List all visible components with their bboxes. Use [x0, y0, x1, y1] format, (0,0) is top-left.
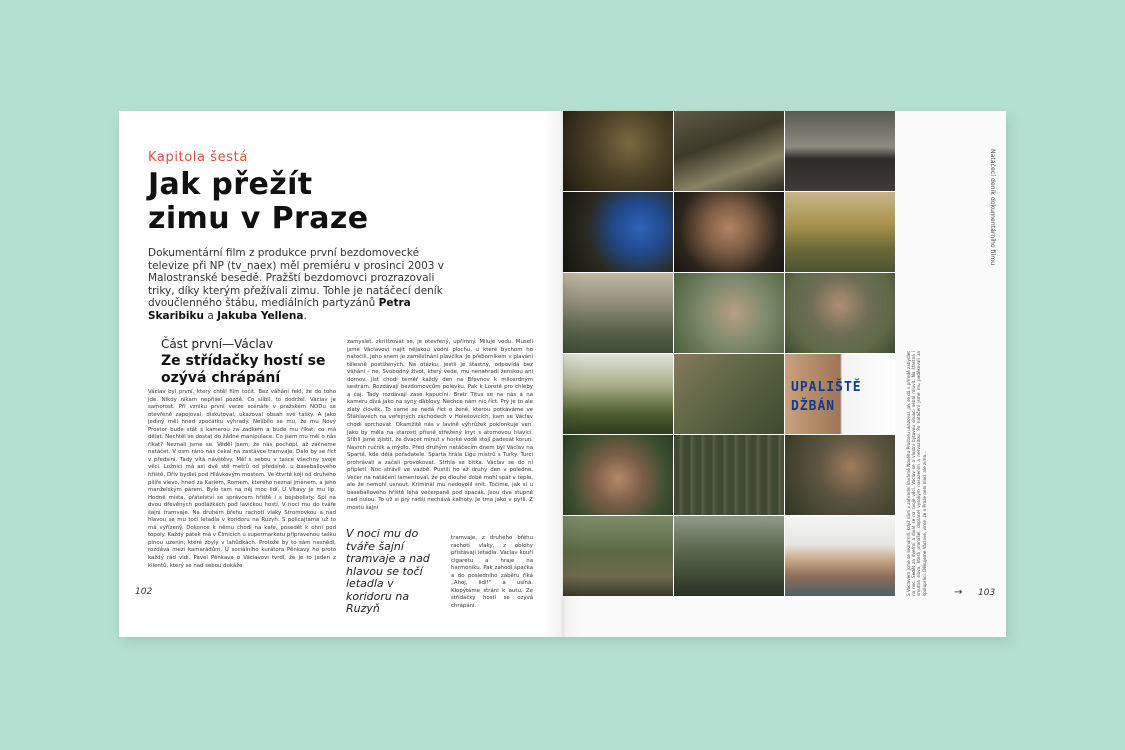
- vertical-running-title: Natáčecí deník dokumentárního filmu: [989, 149, 996, 266]
- sign-text: [791, 378, 862, 416]
- photo-13: [563, 435, 673, 515]
- intro-end: .: [303, 309, 307, 322]
- intro-paragraph: [148, 247, 448, 323]
- page-title: [148, 168, 368, 236]
- photo-16: [563, 516, 673, 596]
- arrow-right-icon: →: [954, 587, 963, 598]
- photo-1: [563, 111, 673, 191]
- right-page: [563, 111, 1006, 637]
- photo-15: [785, 435, 895, 515]
- photo-3: [785, 111, 895, 191]
- photo-14: [674, 435, 784, 515]
- title-line-1: Jak přežít: [148, 167, 313, 202]
- author-name-2: Jakuba Yellena: [217, 309, 304, 322]
- page-number-left: 102: [135, 587, 153, 597]
- photo-11: [674, 354, 784, 434]
- photo-18: [785, 516, 895, 596]
- photo-grid: [563, 111, 895, 596]
- body-column-2-continued: tramvaje, z druhého břehu rachotí vlaky, z oblohy přistávají letadla. Václav kouří cigaretu a hraje na harmoniku. Pak zahodí špačka a do posledního záběru říká „Ahoj, lidi!“ a usíná. Klopýtáme stráni k autu. Ze střídačky hostí se ozývá chrápání.: [451, 535, 533, 609]
- intro-text: Dokumentární film z produkce první bezdomovecké televize při NP (tv_naex) měl premiéru v prosinci 2003 v Malostranské besedě. Pražští bezdomovci prozrazovali triky, díky kterým přežívali zimu. Tohle je natáčecí deník dvoučlenného štábu, mediálních partyzánů: [148, 247, 444, 310]
- photo-6: [785, 192, 895, 272]
- photo-2: [674, 111, 784, 191]
- photo-10: [563, 354, 673, 434]
- vertical-caption: S Václavem jsme se seznámili, když nám v zahradní kavárně Nového Prostoru ukazoval, jak se dá v přírodě zabydlet na noc. Sedět za dveřmi a dívat se na svoje věci. Václav se o vlastní bytovou situaci nebál mluvit. Na šťastná i smutná slova, která pronášel, doplácel vysokým nasazením a nervozitou. Po natáčení jsme mu poděkovali za spolupráci. Děkujeme Václave, víme, že v Praze není hlad, ale zima…: [906, 351, 927, 596]
- photo-8: [674, 273, 784, 353]
- photo-4: [563, 192, 673, 272]
- photo-5: [674, 192, 784, 272]
- pull-quote: V noci mu do tváře šajní tramvaje a nad hlavou se točí letadla v koridoru na Ruzyň: [346, 527, 430, 615]
- photo-17: [674, 516, 784, 596]
- chapter-label: Kapitola šestá: [148, 150, 248, 165]
- page-number-right: 103: [978, 588, 996, 598]
- sign-line-2: DŽBÁN: [791, 399, 836, 414]
- section-heading: Ze střídačky hostí se ozývá chrápání: [161, 353, 326, 386]
- photo-12: [785, 354, 895, 434]
- body-column-1: Václav byl první, který chtěl film točit. Bez váhání řekl, že do toho jde. Nikdy nikam nepřišel pozdě. Co slíbil, to dodržel. Václav je samorost. Při vzniku první verze scénáře v pražském NODu se otevřeně zapojoval, diskutoval, ukazoval obsah své tašky. A jako jediný měl hned zpočátku výhrady. Nelíbilo se mu, že mu Nový Prostor bude stát s kamerou za zadkem a bude mu říkat, co má dělat. Nechtěl se dostat do žádné manipulace. Co jsem mu měl o nás říkat? Neznali jsme se. Věděl jsem, že nás pochopí, až začneme natáčet. V osm ráno nás čekal na zastávce tramvaje. Dalo by se říct v předsíni. Tady vítá návštěvy. Měl s sebou v tašce všechny svoje věci. Ložnici má asi dvě stě metrů od předsíně, u baseballového hřiště. Dřív bydlel pod Hlávkovým mostem. Ve čtvrté kóji od druhého pilíře vlevo, hned za Karlem, Romem, kterého neznal jménem, a jeho manželským párem. Bylo tam na něj moc lidí. U Vltavy je mu líp. Hodně místa, přátelství se správcem hřiště i s bejsbolisty. Spí na dvou dřevěných podlážkách pod lavičkou hostí. V noci mu do tváře šajní tramvaje. Na druhém břehu rachotí vlaky Stromovkou a nad hlavou se mu točí letadla v koridoru na Ruzyň. S policajtama už to má vyřízený. Dokonce k němu chodí na kafe, posedět k ohni pod topoly. Každý pátek má v Čimicích u supermarketu připravenou tašku plnou uzenin, které zbyly v lahůdkách. Protože by to sám nesnědl, rozdává mezi kamarádům. U sociálního kurátora Pěnkavy ho proto každý rád vidí. Pavel Pěnkava o Václavovi tvrdí, že je to jeden z klientů, který se nad sebou dokáže: [148, 389, 336, 569]
- photo-9: [785, 273, 895, 353]
- sign-line-1: UPALIŠTĚ: [791, 380, 862, 395]
- title-line-2: zimu v Praze: [148, 201, 369, 236]
- part-label: Část první—Václav: [161, 337, 274, 351]
- body-column-2: zamyslet, zkritizovat se, je otevřený, upřímný. Miluje vodu. Museli jsme Václavovi najít nějakou vodní plochu, u které bychom ho natočili. Jeho snem je zaměstnání plavčíka. Je přeborníkem v plavání tělesně postižených. Na otázku, jestli je šťastný, odpovídá bez váhání – ne. Svobodný život, který vede, mu nenahradí ženskou ani domov. Jíst chodí téměř každý den na Břevnov k milosrdným sestrám. Rozdávají bezdomovcům polévku. Pak k Loretě pro chleby a čaj. Tady rozdávají zase kapucíni. Bratr Titus se na nás a na kameru dívá jako na syny ďáblovy. Nechce nám nic říct. Prý je to ale zlatý člověk. To samé se nedá říct o ženě, kterou potkáváme ve Šťáhlavech na veřejných záchodech v Holešovicích, kam se Václav chodí sprchovat. Okamžitě nás v lavině výhrůžek poklonkuje ven. Jako by měla na starosti přísně střežený kryt s atomovou hlavicí. Stihli jsme zjistit, že dvacet minut v horké vodě stojí padesát korun. Navrch ručník a mýdlo. Před druhým natáčecím dnem byl Václav na Spartě, kde dělá pořadatele. Sparta hrála Ligu mistrů s Turky. Turci prohrávali a začali provokovat. Strhla se bitka. Václav se do ní připletl. Noc strávil ve vazbě. Pustili ho až druhý den v poledne. Večer na natáčení lamentoval, že po dlouhé době mohl spát v teple, ale že nemohl usnout. Kriminál mu nedovolil snít. Točíme, jak si u baseballového hřiště lehá večerpaně pod spacák. Jsou dva stupně nad nulou. To už si prý radši nechává kalhoty. Je tma jako v pytli. Z mostu šajní: [347, 339, 533, 512]
- author-name-1: Petra Skaribiku: [148, 297, 411, 322]
- intro-and: a: [203, 309, 218, 322]
- photo-7: [563, 273, 673, 353]
- left-page: [119, 111, 563, 637]
- section-header: [161, 337, 331, 387]
